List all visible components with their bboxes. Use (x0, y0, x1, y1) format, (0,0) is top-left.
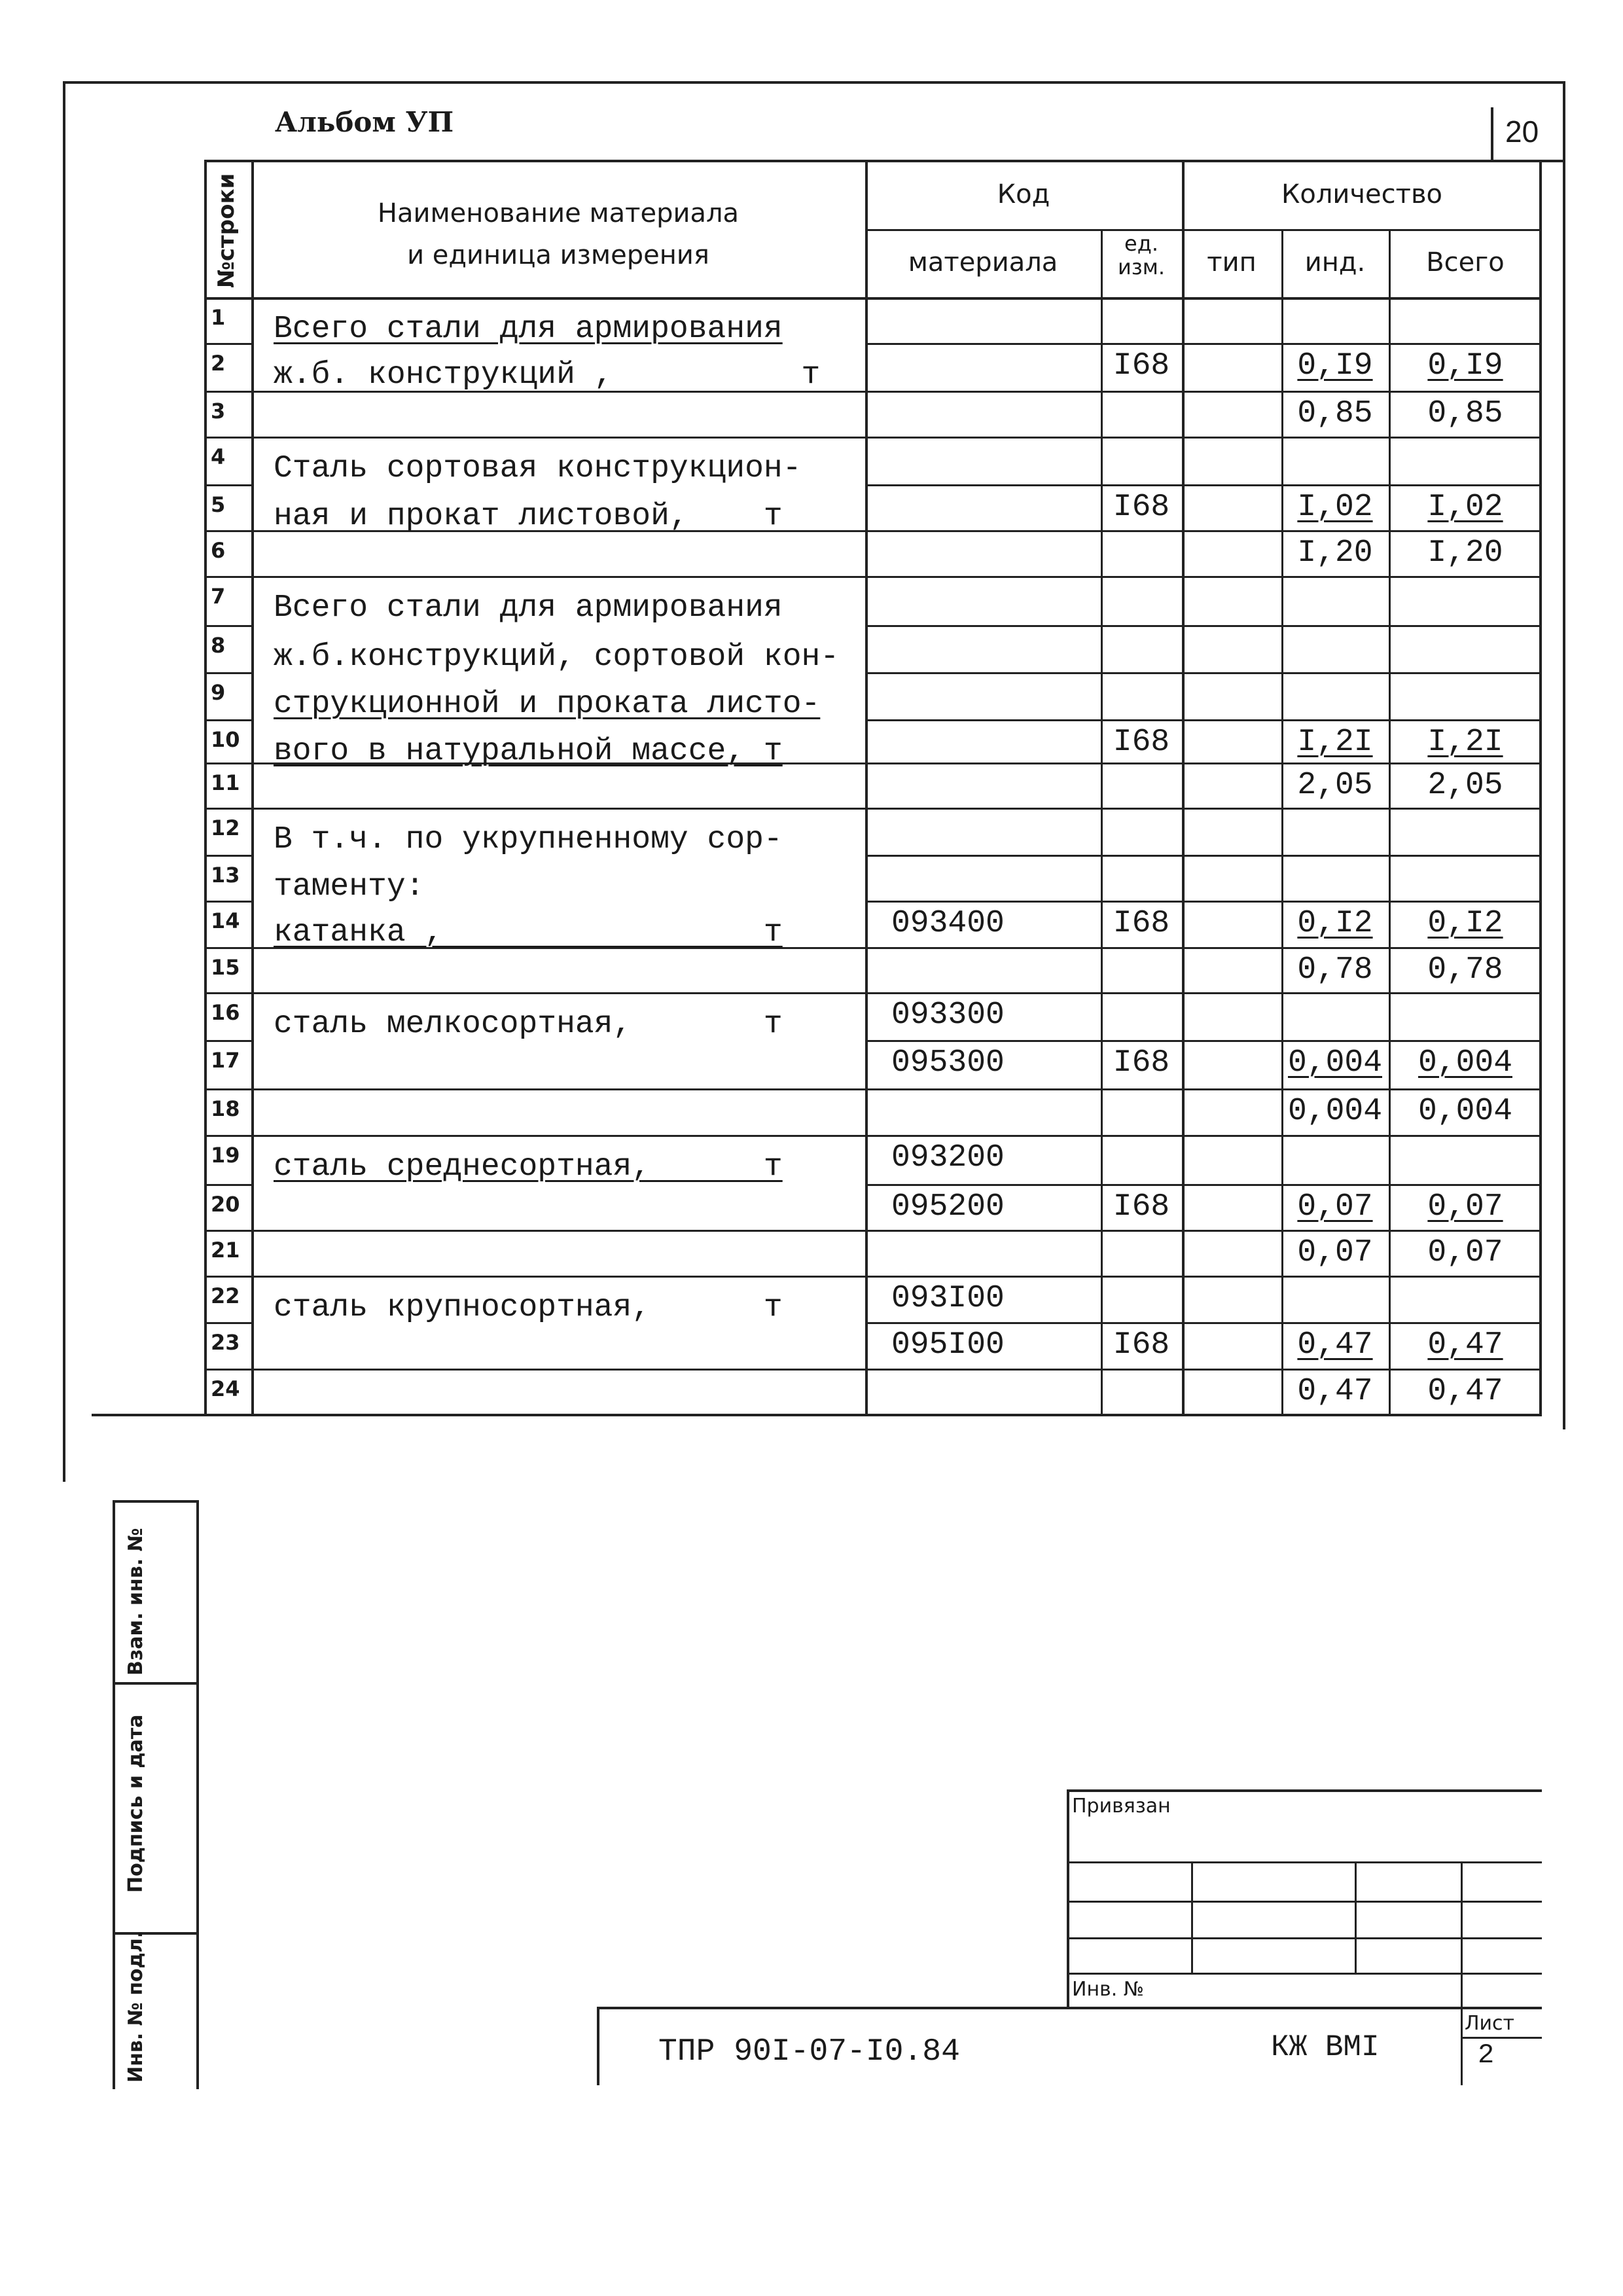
row-qty-ind: 0,I2 (1297, 906, 1373, 941)
row-number: 12 (211, 816, 240, 840)
row-number: 9 (211, 680, 226, 705)
row-qty-total: 0,78 (1427, 952, 1503, 988)
row-qty-total: I,2I (1427, 725, 1503, 760)
row-line (865, 901, 1542, 903)
table-top-line (204, 160, 1542, 162)
row-line (865, 1135, 1542, 1137)
row-name: сталь мелкосортная, т (274, 1007, 783, 1042)
row-line (251, 992, 865, 994)
row-qty-total: 0,004 (1418, 1045, 1513, 1081)
row-qty-total: 0,07 (1427, 1189, 1503, 1225)
row-line (204, 1088, 251, 1090)
row-line (204, 484, 251, 486)
row-line (865, 484, 1542, 486)
row-number: 2 (211, 351, 226, 376)
col-line (1182, 160, 1185, 1414)
row-number: 7 (211, 584, 226, 609)
row-qty-ind: 0,47 (1297, 1327, 1373, 1363)
row-number: 24 (211, 1376, 240, 1401)
row-name: сталь крупносортная, т (274, 1290, 783, 1325)
row-line (204, 947, 251, 949)
row-name: ж.б.конструкций, сортовой кон- (274, 639, 840, 675)
row-line (865, 1040, 1542, 1042)
row-number: 13 (211, 863, 240, 888)
row-line (251, 576, 865, 578)
row-line (251, 1369, 865, 1371)
header-code-group: Код (997, 179, 1050, 209)
row-line (865, 992, 1542, 994)
row-number: 23 (211, 1330, 240, 1355)
row-qty-ind: 0,07 (1297, 1235, 1373, 1270)
row-number: 8 (211, 633, 226, 658)
row-line (204, 762, 251, 764)
title-block (597, 2007, 1542, 2085)
row-qty-total: 0,I9 (1427, 348, 1503, 384)
row-unit-code: I68 (1113, 906, 1170, 941)
row-unit-code: I68 (1113, 1327, 1170, 1363)
row-line (865, 530, 1542, 532)
header-bottom-line (204, 297, 1542, 300)
row-qty-ind: 0,78 (1297, 952, 1373, 988)
row-line (204, 625, 251, 627)
row-qty-ind: 0,85 (1297, 396, 1373, 431)
row-material-code: 093I00 (891, 1281, 1005, 1316)
approval-block (1067, 1789, 1542, 2007)
row-material-code: 093200 (891, 1140, 1005, 1175)
row-qty-total: 0,I2 (1427, 906, 1503, 941)
row-line (865, 1369, 1542, 1371)
row-line (204, 576, 251, 578)
vzam-inv-label: Взам. инв. № (124, 1528, 147, 1676)
row-line (204, 672, 251, 674)
row-name: В т.ч. по укрупненному сор- (274, 822, 783, 857)
row-qty-total: 0,85 (1427, 396, 1503, 431)
row-name: катанка , т (274, 915, 783, 950)
row-number: 3 (211, 399, 226, 423)
row-qty-total: 0,004 (1418, 1094, 1513, 1129)
row-name: ная и прокат листовой, т (274, 499, 783, 534)
row-number: 20 (211, 1192, 240, 1217)
row-number: 4 (211, 444, 226, 469)
row-line (865, 947, 1542, 949)
row-line (204, 1322, 251, 1324)
row-line (251, 808, 865, 810)
row-qty-ind: 0,47 (1297, 1374, 1373, 1409)
header-row-number: №строки (213, 173, 240, 288)
row-line (251, 437, 865, 439)
sheet-number: 2 (1478, 2039, 1495, 2071)
row-line (204, 719, 251, 721)
row-number: 15 (211, 955, 240, 980)
row-line (865, 576, 1542, 578)
row-number: 17 (211, 1048, 240, 1073)
row-number: 6 (211, 538, 226, 563)
row-unit-code: I68 (1113, 490, 1170, 525)
row-qty-ind: I,2I (1297, 725, 1373, 760)
row-line (865, 1322, 1542, 1324)
col-line (865, 160, 868, 1414)
row-qty-total: 2,05 (1427, 768, 1503, 803)
row-unit-code: I68 (1113, 725, 1170, 760)
row-qty-ind: 0,004 (1287, 1094, 1383, 1129)
frame-right-line (1563, 81, 1565, 1429)
row-qty-total: 0,47 (1427, 1374, 1503, 1409)
header-qty-type: тип (1207, 247, 1257, 278)
row-line (204, 808, 251, 810)
header-name-column: Наименование материала и единица измерения (377, 198, 740, 270)
row-material-code: 093300 (891, 997, 1005, 1033)
row-line (865, 762, 1542, 764)
row-line (865, 1230, 1542, 1232)
frame-top-line (63, 81, 1565, 84)
privyazan-label: Привязан (1072, 1795, 1171, 1818)
row-line (204, 1040, 251, 1042)
row-line (204, 901, 251, 903)
row-line (865, 672, 1542, 674)
inv-no-label: Инв. № (1072, 1978, 1145, 2001)
row-qty-total: 0,47 (1427, 1327, 1503, 1363)
row-line (204, 343, 251, 345)
row-line (865, 719, 1542, 721)
row-line (204, 1135, 251, 1137)
col-line (1101, 229, 1103, 1414)
row-number: 1 (211, 305, 226, 330)
row-qty-ind: 2,05 (1297, 768, 1373, 803)
row-qty-ind: I,02 (1297, 490, 1373, 525)
row-qty-total: I,02 (1427, 490, 1503, 525)
side-stamp (113, 1500, 199, 2089)
row-qty-total: 0,07 (1427, 1235, 1503, 1270)
row-name: Сталь сортовая конструкцион- (274, 451, 802, 486)
header-qty-group: Количество (1281, 179, 1442, 209)
document-mark: КЖ ВМI (1271, 2030, 1380, 2064)
sheet-label: Лист (1465, 2012, 1515, 2035)
row-material-code: 095200 (891, 1189, 1005, 1225)
row-line (204, 1230, 251, 1232)
header-code-unit: ед. изм. (1117, 231, 1166, 279)
frame-left-line (63, 81, 65, 1482)
row-name: вого в натуральной массе, т (274, 734, 783, 769)
row-number: 16 (211, 1000, 240, 1025)
row-line (251, 1276, 865, 1278)
album-title: Альбом УП (275, 106, 454, 138)
document-code: ТПР 90I-07-I0.84 (658, 2034, 960, 2070)
materials-table (204, 160, 1542, 1676)
row-line (204, 855, 251, 857)
row-line (251, 1135, 865, 1137)
row-number: 11 (211, 770, 240, 795)
header-qty-ind: инд. (1304, 247, 1366, 278)
row-qty-total: I,20 (1427, 535, 1503, 571)
row-line (865, 625, 1542, 627)
row-number: 21 (211, 1238, 240, 1263)
row-unit-code: I68 (1113, 1189, 1170, 1225)
row-line (204, 1369, 251, 1371)
row-line (251, 1088, 865, 1090)
row-line (204, 1184, 251, 1186)
row-line (204, 992, 251, 994)
row-name: Всего стали для армирования (274, 312, 783, 347)
table-bottom-line (92, 1414, 1542, 1416)
row-name: ж.б. конструкций , т (274, 357, 821, 393)
row-line (251, 1230, 865, 1232)
row-line (865, 1184, 1542, 1186)
row-number: 14 (211, 908, 240, 933)
row-qty-ind: 0,07 (1297, 1189, 1373, 1225)
row-name: струкционной и проката листо- (274, 687, 821, 722)
row-name: Всего стали для армирования (274, 590, 783, 626)
row-line (865, 1276, 1542, 1278)
row-line (865, 391, 1542, 393)
col-line (204, 160, 207, 1414)
row-number: 10 (211, 727, 240, 752)
row-name: таменту: (274, 869, 425, 905)
row-line (865, 855, 1542, 857)
row-qty-ind: I,20 (1297, 535, 1373, 571)
row-number: 22 (211, 1283, 240, 1308)
row-number: 5 (211, 492, 226, 517)
page-number: 20 (1505, 115, 1539, 149)
row-material-code: 095300 (891, 1045, 1005, 1081)
row-number: 19 (211, 1143, 240, 1168)
row-line (204, 1276, 251, 1278)
row-qty-ind: 0,I9 (1297, 348, 1373, 384)
row-material-code: 093400 (891, 906, 1005, 941)
podpis-data-label: Подпись и дата (124, 1714, 147, 1893)
row-qty-ind: 0,004 (1287, 1045, 1383, 1081)
row-line (204, 391, 251, 393)
row-line (865, 437, 1542, 439)
header-mid-line (865, 229, 1542, 231)
row-line (204, 530, 251, 532)
row-line (865, 1088, 1542, 1090)
row-number: 18 (211, 1096, 240, 1121)
row-line (204, 437, 251, 439)
col-line (251, 160, 254, 1414)
inv-podl-label: Инв. № подл. (124, 1930, 147, 2083)
header-qty-total: Всего (1426, 247, 1505, 278)
header-code-material: материала (908, 247, 1058, 278)
row-name: сталь среднесортная, т (274, 1149, 783, 1185)
row-line (865, 808, 1542, 810)
row-material-code: 095I00 (891, 1327, 1005, 1363)
row-unit-code: I68 (1113, 1045, 1170, 1081)
row-unit-code: I68 (1113, 348, 1170, 384)
row-line (865, 343, 1542, 345)
